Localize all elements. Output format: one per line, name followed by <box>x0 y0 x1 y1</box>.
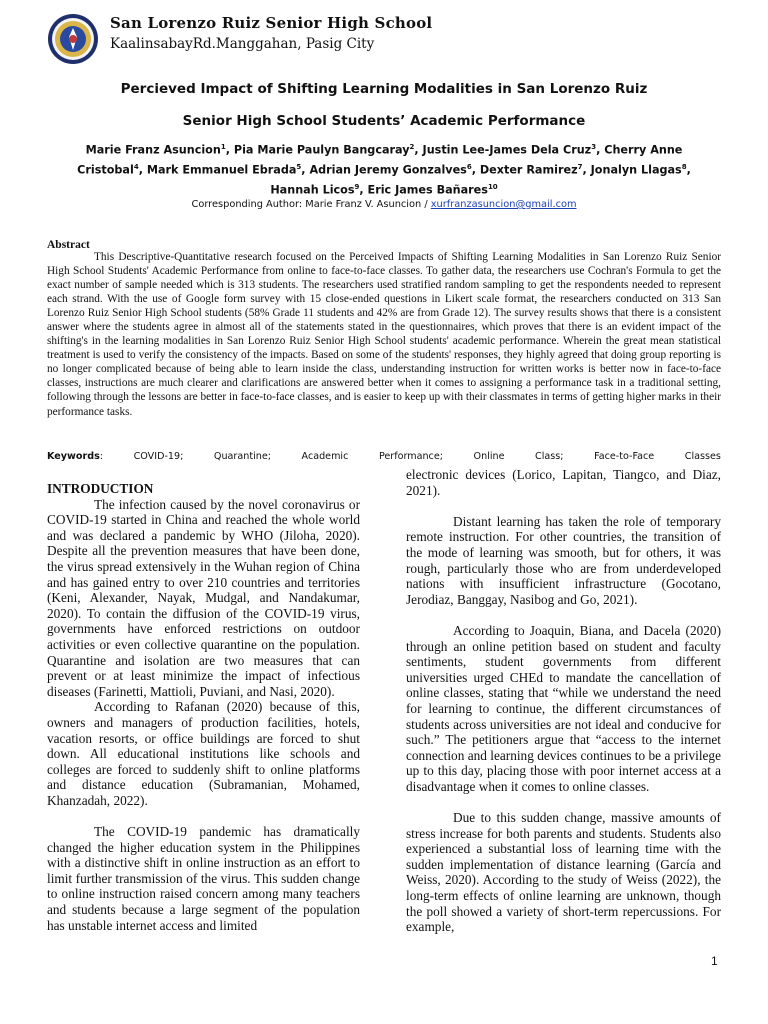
author-affiliation-number: 5 <box>296 163 302 172</box>
school-name: San Lorenzo Ruiz Senior High School <box>110 14 433 32</box>
author-affiliation-number: 7 <box>577 163 583 172</box>
author-name: Adrian Jeremy Gonzalves <box>309 163 467 177</box>
school-address: KaalinsabayRd.Manggahan, Pasig City <box>110 36 375 52</box>
keyword-item: Quarantine; <box>213 451 271 462</box>
author-affiliation-number: 2 <box>409 143 415 151</box>
corresponding-email-link[interactable]: xurfranzasuncion@gmail.com <box>430 199 577 210</box>
keyword-item: Performance; <box>378 451 443 462</box>
corresponding-author <box>40 199 728 210</box>
author-name: Justin Lee-James Dela Cruz <box>422 143 592 157</box>
abstract-body: This Descriptive-Quantitative research focused on the Perceived Impacts of Shifting Learning Modalities in San Lorenzo Ruiz Senior High School Students' Academic Performance from online to face-to-face classes. To gather data, the researchers use Cochran's Formula to get the exact number of sample needed which is 313 students. The researchers used stratified random sampling to get the respondents needed to represent each strand. With the use of Google form survey with 15 close-ended questions in Likert scale format, the researchers conducted on 313 San Lorenzo Ruiz Senior High School students (58% Grade 11 students and 42% are from Grade 12). The survey results shows that there is a consistent answer where the students agree in almost all of the statements stated in the questionnaires, which proves that there is an evident impact of the shifting's in the learning modalities in San Lorenzo Ruiz Senior High School students' academic performance. Wherein the great mean statistical treatment is used to verify the consistency of the impacts. Based on some of the students' responses, they highly agreed that doing group reporting is no longer complicated because of being able to learn inside the class, understanding instruction for written works is better now in face-to-face classes, instructions are much clearer and clarifications are answered better when it comes to assigning a performance task in a traditional setting, following through the lessons are better in face-to-face classes, and is easier to keep up with their classmates in terms of getting higher marks in their performance tasks. <box>47 251 721 418</box>
intro-paragraph-1: The infection caused by the novel coronavirus or COVID-19 started in China and reached the whole world and was declared a pandemic by WHO (Jiloha, 2020). Despite all the prevention measures that have been done, the virus spread extensively in the Wuhan region of China and has gained entry to over 210 countries and territories (Keni, Alexander, Nayak, Mudgal, and Nandakumar, 2020). To contain the diffusion of the COVID-19 virus, governments have enforced restrictions on outdoor activities or even collective quarantine on the population. Quarantine and isolation are two measures that can prevent or at least minimize the impact of infectious diseases (Farinetti, Mattioli, Puviani, and Nasi, 2020). <box>47 496 360 699</box>
paper-title-line-1: Percieved Impact of Shifting Learning Modalities in San Lorenzo Ruiz <box>120 81 648 97</box>
page-number: 1 <box>711 954 718 968</box>
right-paragraph-3: Due to this sudden change, massive amounts of stress increase for both parents and students. Students also experienced a substantial loss of learning time with the sudden implementation of distance learning (García and Weiss, 2020). According to the study of Weiss (2022), the long-term effects of online learning are unknown, though the poll showed a variety of short-term repercussions. For example, <box>406 810 721 935</box>
author-affiliation-number: 3 <box>591 143 597 151</box>
right-paragraph-1: Distant learning has taken the role of temporary remote instruction. For other countries, the transition of the mode of learning was smooth, but for others, it was rough, particularly those who are from underdeveloped nations with insufficient infrastructure (Gocotano, Jerodiaz, Banggay, Nasibog and Go, 2021). <box>406 513 721 607</box>
keyword-item: Academic <box>301 451 349 462</box>
keyword-item: Face-to-Face <box>594 451 655 462</box>
intro-paragraph-2: According to Rafanan (2020) because of this, owners and managers of production facilities, hotels, vacation resorts, or office buildings are forced to shut down. All educational institutions like schools and colleges are forced to suddenly shift to online platforms and distance education (Subramanian, Mohamed, Khanzadah, 2022). <box>47 699 360 808</box>
author-name: Dexter Ramirez <box>479 163 578 177</box>
paper-title-line-2: Senior High School Students’ Academic Performance <box>182 113 586 129</box>
left-column <box>47 481 360 933</box>
right-paragraph-2: According to Joaquin, Biana, and Dacela (2020) through an online petition based on student and faculty sentiments, student governments from different universities urged CHEd to mandate the cancellation of online classes, stating that “while we understand the need for learning to continue, the different circumstances of students across universities are not ideal and conducive for such.” The petitioners argue that “access to the internet connection and learning devices continues to be a privilege up to this day, placing those with poor internet access at a disadvantage when it comes to online classes. <box>406 622 721 794</box>
corresponding-label: Corresponding Author: Marie Franz V. Asuncion / <box>191 199 431 210</box>
author-affiliation-number: 6 <box>466 163 472 172</box>
author-affiliation-number: 8 <box>681 163 687 172</box>
author-affiliation-number: 10 <box>487 183 498 192</box>
author-name: Eric James Bañares <box>367 184 488 198</box>
author-affiliation-number: 4 <box>133 163 139 172</box>
author-name: Pia Marie Paulyn Bangcaray <box>233 143 410 157</box>
right-column <box>406 467 721 935</box>
author-list: Marie Franz Asuncion$^1$, Pia Marie Paulyn Bangcaray$^2$, Justin Lee-James Dela Cruz$^3$, Cherry Anne Cristobal$^4$, Mark Emmanuel Ebrada$^5$, Adrian Jeremy Gonzalves$^6$, Dexter Ramirez$^7$, Jonalyn Llagas$^8$, Hannah Licos$^9$, Eric James Bañares$^{10}$ <box>77 143 691 198</box>
right-paragraph-0: electronic devices (Lorico, Lapitan, Tiangco, and Diaz, 2021). <box>406 467 721 498</box>
author-name: Mark Emmanuel Ebrada <box>146 163 297 177</box>
school-seal-logo <box>47 13 99 65</box>
keyword-item: Class; <box>535 451 564 462</box>
introduction-heading: INTRODUCTION <box>47 481 154 496</box>
intro-paragraph-3: The COVID-19 pandemic has dramatically changed the higher education system in the Philippines with a distinctive shift in online instruction as an effort to limit further transmission of the virus. This sudden change to online instruction raised concern among many teachers and students because a large segment of the population has unstable internet access and limited <box>47 824 360 933</box>
author-name: Jonalyn Llagas <box>590 163 682 177</box>
keyword-item: Online <box>473 451 505 462</box>
keywords-label: Keywords: <box>47 451 104 462</box>
author-name: Cherry Anne Cristobal <box>77 143 683 177</box>
author-name: Marie Franz Asuncion <box>85 143 221 157</box>
keyword-item: Classes <box>684 451 721 462</box>
author-name: Hannah Licos <box>270 184 355 198</box>
author-affiliation-number: 9 <box>354 183 360 192</box>
keywords-line <box>47 451 721 462</box>
author-affiliation-number: 1 <box>220 143 226 151</box>
abstract-heading: Abstract <box>47 239 90 251</box>
keyword-item: COVID-19; <box>133 451 184 462</box>
